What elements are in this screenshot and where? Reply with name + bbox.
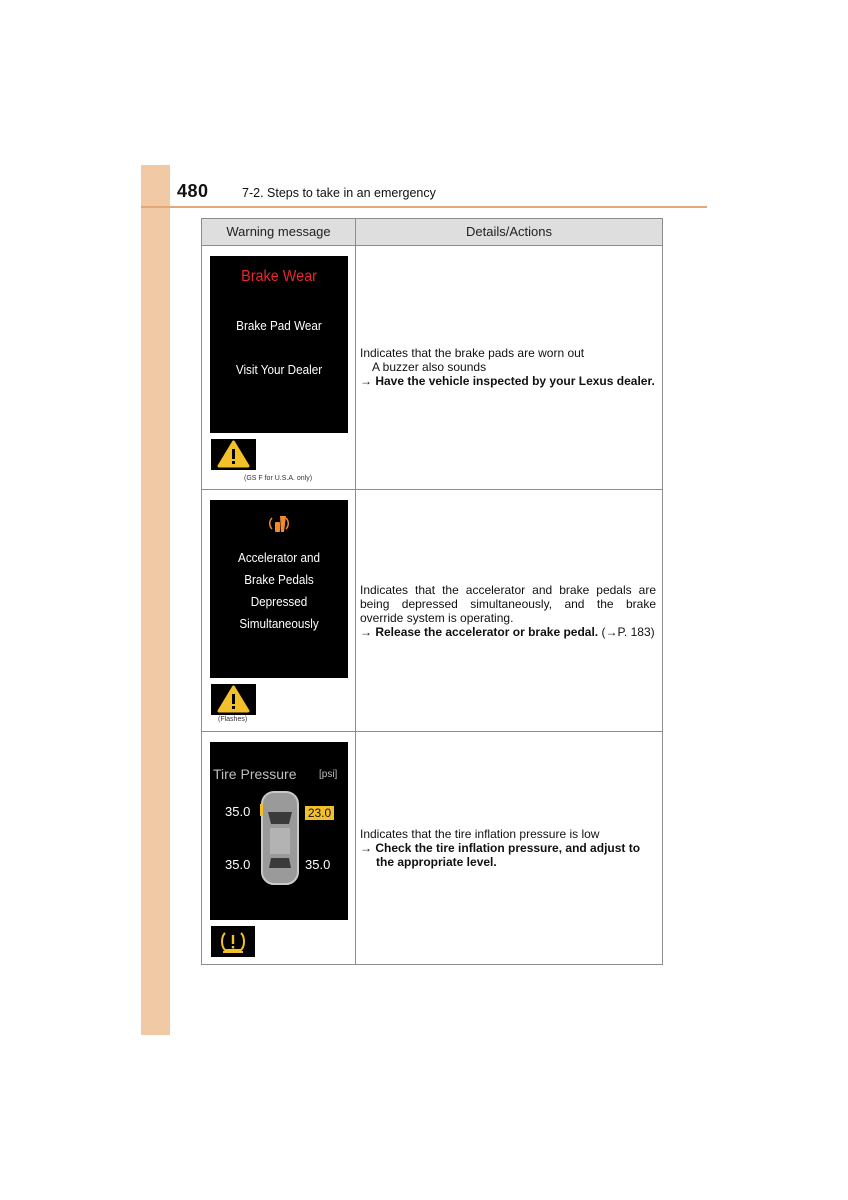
warning-table: [201, 218, 663, 965]
arrow-icon: →: [360, 841, 372, 855]
action-text: Check the tire inflation pressure, and adjust to the appropriate level.: [375, 841, 641, 869]
display-unit: [psi]: [319, 769, 338, 780]
details-cell: [360, 583, 656, 639]
display-title: Tire Pressure: [213, 766, 297, 782]
arrow-icon: →: [360, 374, 372, 388]
display-title: Brake Wear: [241, 268, 317, 285]
action-text: Have the vehicle inspected by your Lexus dealer.: [375, 374, 655, 388]
details-cell: [360, 827, 656, 869]
pedal-override-display: [210, 500, 348, 678]
column-header-warning-message: Warning message: [226, 224, 331, 239]
warning-triangle-icon: [211, 684, 256, 715]
column-header-details-actions: Details/Actions: [466, 224, 552, 239]
display-line: Simultaneously: [239, 616, 319, 631]
display-line: Brake Pedals: [244, 572, 314, 587]
tire-rear-right-value: 35.0: [305, 857, 331, 872]
table-header: [202, 219, 662, 246]
page-reference: (→P. 183): [601, 625, 655, 639]
tire-front-left-value: 35.0: [225, 804, 251, 819]
details-text: Indicates that the tire inflation pressure is low: [360, 827, 600, 841]
arrow-icon: →: [360, 625, 372, 639]
details-action: [360, 374, 656, 388]
pedal-override-icon: [266, 513, 292, 537]
page-number: 480: [177, 181, 209, 201]
details-action: [360, 625, 656, 639]
section-title: 7-2. Steps to take in an emergency: [242, 186, 436, 200]
tire-pressure-display: [210, 742, 348, 920]
warning-triangle-icon: [211, 439, 256, 470]
row-divider: [202, 731, 662, 732]
caption: (GS F for U.S.A. only): [244, 475, 313, 482]
car-top-view: [260, 790, 300, 886]
tire-pressure-warning-icon: [211, 926, 255, 957]
display-line: Depressed: [250, 594, 308, 609]
tire-front-right-value: 23.0: [305, 806, 334, 820]
details-text: Indicates that the accelerator and brake pedals are being depressed simultaneously, and the brake override system is operating.: [360, 583, 656, 625]
display-line: Accelerator and: [238, 550, 320, 565]
side-band: [141, 165, 170, 1035]
tire-rear-left-value: 35.0: [225, 857, 251, 872]
display-line: Visit Your Dealer: [235, 362, 323, 377]
header-rule: [141, 206, 707, 208]
caption: (Flashes): [218, 716, 248, 723]
row-divider: [202, 489, 662, 490]
details-cell: [360, 346, 656, 388]
display-line: Brake Pad Wear: [236, 318, 322, 333]
column-divider: [355, 219, 356, 964]
action-text: Release the accelerator or brake pedal.: [375, 625, 599, 639]
details-note: A buzzer also sounds: [372, 360, 487, 374]
brake-wear-display: [210, 256, 348, 433]
details-action: [360, 841, 656, 869]
details-text: Indicates that the brake pads are worn out: [360, 346, 585, 360]
